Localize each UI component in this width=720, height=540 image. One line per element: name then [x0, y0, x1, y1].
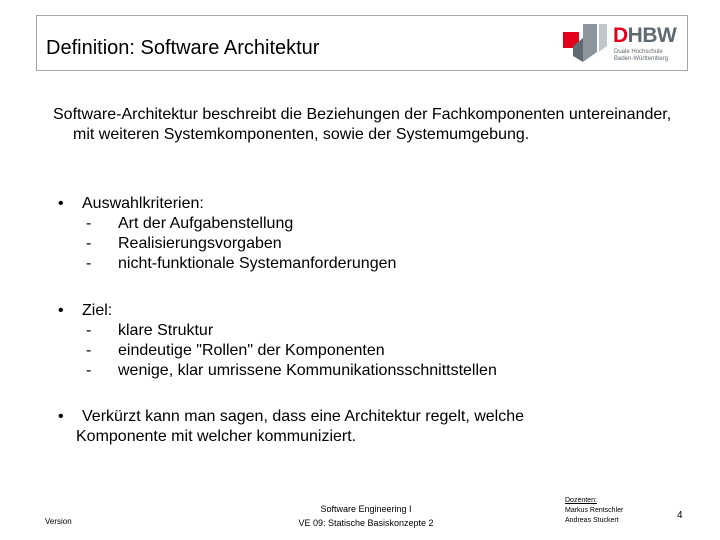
logo-subline-2: Baden-Württemberg [614, 56, 669, 62]
bullet-1-heading: Auswahlkriterien: [82, 195, 204, 212]
intro-paragraph: Software-Architektur beschreibt die Beziehungen der Fachkomponenten untereinander, mit weiteren Systemkomponenten, sowie der Systemumgebung. [53, 106, 672, 143]
bullet-2-heading: Ziel: [82, 302, 113, 319]
lecturers [565, 496, 623, 526]
page-number: 4 [677, 510, 683, 521]
header-box [36, 15, 688, 71]
bullet-1-subitem: Realisierungsvorgaben [118, 235, 282, 252]
bullet-3-text-line-1: Verkürzt kann man sagen, dass eine Architektur regelt, welche [82, 408, 525, 425]
bullet-1-subitem: nicht-funktionale Systemanforderungen [118, 255, 397, 272]
logo-mark-icon [563, 22, 611, 66]
logo-subline-1: Duale Hochschule [614, 49, 663, 55]
lecturer-name: Markus Rentschler [565, 507, 624, 514]
bullet-1-subitem: Art der Aufgabenstellung [118, 215, 294, 232]
dash-icon: - [86, 362, 92, 379]
dash-icon: - [86, 235, 92, 252]
bullet-2-subitem: wenige, klar umrissene Kommunikationsschnittstellen [118, 362, 497, 379]
lecture-title: VE 09: Statische Basiskonzepte 2 [298, 518, 434, 528]
bullet-3-text-line-2: Komponente mit welcher kommuniziert. [76, 428, 357, 445]
bullet-icon: • [58, 195, 64, 212]
bullet-icon: • [58, 408, 64, 425]
version-label: Version [45, 517, 72, 526]
slide-title: Definition: Software Architektur [46, 37, 320, 59]
lecturer-name: Andreas Stuckert [565, 517, 619, 524]
dhbw-logo [563, 22, 683, 66]
logo-name: DHBW [613, 24, 677, 47]
bullet-2-subitem: eindeutige "Rollen" der Komponenten [118, 342, 385, 359]
course-info [266, 502, 466, 530]
dash-icon: - [86, 215, 92, 232]
course-title: Software Engineering I [320, 504, 412, 514]
bullet-2-subitem: klare Struktur [118, 322, 214, 339]
lecturers-heading: Dozenten: [565, 497, 597, 504]
dash-icon: - [86, 322, 92, 339]
dash-icon: - [86, 255, 92, 272]
bullet-icon: • [58, 302, 64, 319]
dash-icon: - [86, 342, 92, 359]
